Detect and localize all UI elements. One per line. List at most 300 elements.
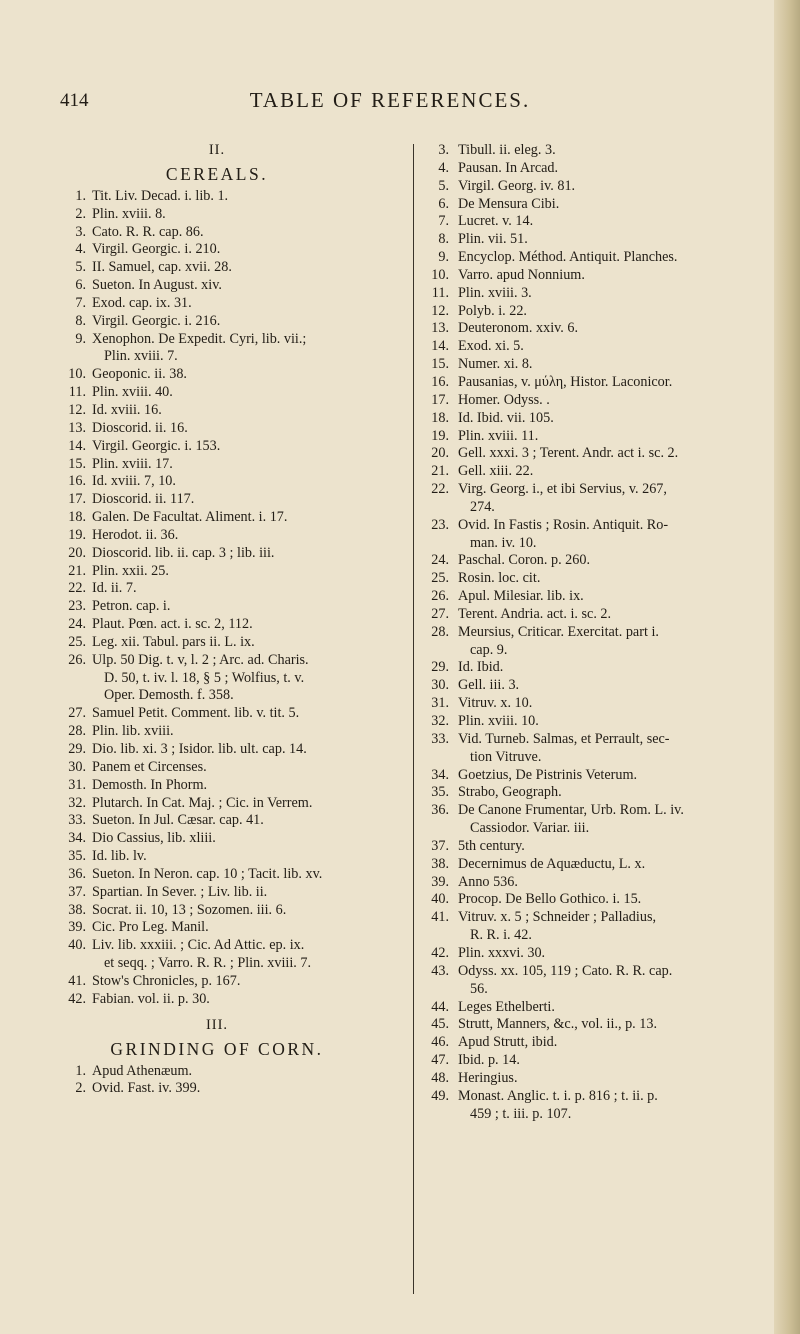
reference-number: 40. <box>431 891 449 908</box>
reference-entry <box>67 777 407 795</box>
reference-number: 39. <box>68 919 86 936</box>
reference-text: Plin. vii. 51. <box>458 231 528 248</box>
reference-text: Paschal. Coron. p. 260. <box>458 552 591 569</box>
reference-entry <box>428 320 758 338</box>
reference-entry <box>67 919 407 937</box>
reference-text: Leg. xii. Tabul. pars ii. L. ix. <box>92 633 255 650</box>
reference-entry <box>67 973 407 991</box>
reference-text: Procop. De Bello Gothico. i. 15. <box>458 891 642 908</box>
reference-text: Monast. Anglic. t. i. p. 816 ; t. ii. p. <box>458 1087 658 1104</box>
reference-entry <box>428 874 758 892</box>
page-edge-shadow <box>774 0 800 1334</box>
reference-text: Panem et Circenses. <box>92 758 207 775</box>
reference-text: Plin. xviii. 17. <box>92 455 173 472</box>
reference-entry <box>428 374 758 392</box>
reference-entry <box>428 945 758 963</box>
reference-number: 40. <box>68 937 86 954</box>
reference-number: 9. <box>75 330 86 347</box>
reference-text: Apud Athenæum. <box>92 1062 193 1079</box>
reference-text: Vitruv. x. 10. <box>458 695 533 712</box>
reference-text: Herodot. ii. 36. <box>92 526 179 543</box>
reference-text: Meursius, Criticar. Exercitat. part i. <box>458 623 659 640</box>
reference-text: Anno 536. <box>458 873 518 890</box>
reference-text: Ulp. 50 Dig. t. v, l. 2 ; Arc. ad. Charis. <box>92 651 309 668</box>
reference-entry <box>428 356 758 374</box>
reference-entry <box>428 963 758 999</box>
reference-number: 32. <box>431 713 449 729</box>
reference-continuation: man. iv. 10. <box>470 534 537 551</box>
reference-text: Plin. xviii. 40. <box>92 384 173 401</box>
reference-text: Numer. xi. 8. <box>458 356 533 373</box>
reference-number: 24. <box>431 552 449 569</box>
reference-text: Id. lib. lv. <box>92 848 147 865</box>
reference-entry <box>67 884 407 902</box>
reference-number: 10. <box>431 266 449 283</box>
reference-continuation: Cassiodor. Variar. iii. <box>470 820 590 837</box>
reference-entry <box>428 552 758 570</box>
reference-number: 36. <box>431 802 449 819</box>
reference-entry <box>428 784 758 802</box>
reference-number: 2. <box>75 1080 86 1097</box>
reference-number: 41. <box>68 972 86 989</box>
reference-entry <box>67 580 407 598</box>
reference-text: Apud Strutt, ibid. <box>458 1034 558 1051</box>
reference-number: 4. <box>438 159 449 176</box>
reference-text: De Canone Frumentar, Urb. Rom. L. iv. <box>458 802 684 819</box>
reference-text: Id. xviii. 7, 10. <box>92 473 176 490</box>
reference-text: Goetzius, De Pistrinis Veterum. <box>458 766 638 783</box>
reference-text: Fabian. vol. ii. p. 30. <box>92 990 210 1007</box>
reference-entry <box>428 338 758 356</box>
reference-number: 28. <box>431 623 449 640</box>
reference-number: 30. <box>431 677 449 694</box>
reference-text: Encyclop. Méthod. Antiquit. Planches. <box>458 249 678 266</box>
reference-text: Virgil. Georgic. i. 210. <box>92 241 221 258</box>
reference-continuation: cap. 9. <box>470 641 508 658</box>
reference-number: 34. <box>431 766 449 783</box>
reference-entry <box>67 527 407 545</box>
reference-text: Ibid. p. 14. <box>458 1052 520 1069</box>
reference-number: 14. <box>431 338 449 355</box>
reference-entry <box>428 1070 758 1088</box>
reference-number: 41. <box>431 909 449 926</box>
running-title: TABLE OF REFERENCES. <box>249 88 531 112</box>
reference-text: Plin. xviii. 11. <box>458 427 539 444</box>
reference-number: 31. <box>68 776 86 793</box>
reference-text: Leges Ethelberti. <box>458 998 555 1015</box>
reference-number: 29. <box>431 659 449 676</box>
reference-entry <box>67 902 407 920</box>
reference-number: 15. <box>68 455 86 472</box>
reference-entry <box>67 848 407 866</box>
reference-entry <box>67 420 407 438</box>
reference-number: 19. <box>68 526 86 543</box>
reference-text: Sueton. In August. xiv. <box>92 277 222 294</box>
reference-entry <box>67 598 407 616</box>
reference-text: Ovid. Fast. iv. 399. <box>92 1080 201 1097</box>
reference-entry <box>428 160 758 178</box>
reference-number: 27. <box>431 605 449 622</box>
reference-text: Virgil. Georgic. i. 216. <box>92 312 221 329</box>
reference-text: Decernimus de Aquæductu, L. x. <box>458 855 646 872</box>
reference-continuation: Oper. Demosth. f. 358. <box>104 687 234 704</box>
reference-text: Polyb. i. 22. <box>458 302 527 319</box>
reference-entry <box>67 188 407 206</box>
reference-text: Plutarch. In Cat. Maj. ; Cic. in Verrem. <box>92 794 313 811</box>
reference-number: 43. <box>431 962 449 979</box>
reference-entry <box>67 277 407 295</box>
reference-list <box>428 142 758 1123</box>
reference-text: Spartian. In Sever. ; Liv. lib. ii. <box>92 883 268 900</box>
reference-entry <box>428 856 758 874</box>
reference-entry <box>67 313 407 331</box>
reference-number: 17. <box>431 391 449 408</box>
reference-text: Apul. Milesiar. lib. ix. <box>458 588 584 605</box>
reference-entry <box>67 473 407 491</box>
reference-number: 1. <box>75 187 86 204</box>
reference-entry <box>428 142 758 160</box>
reference-number: 20. <box>431 445 449 462</box>
section-title: CEREALS. <box>165 163 269 184</box>
reference-number: 19. <box>431 427 449 444</box>
reference-entry <box>428 588 758 606</box>
reference-number: 47. <box>431 1052 449 1069</box>
reference-entry <box>428 1034 758 1052</box>
reference-entry <box>428 1088 758 1124</box>
reference-text: Vid. Turneb. Salmas, et Perrault, sec- <box>458 730 670 747</box>
reference-number: 8. <box>438 231 449 248</box>
reference-text: Ovid. In Fastis ; Rosin. Antiquit. Ro- <box>458 516 669 533</box>
reference-continuation: tion Vitruve. <box>470 748 542 765</box>
reference-number: 25. <box>68 633 86 650</box>
reference-text: Xenophon. De Expedit. Cyri, lib. vii.; <box>92 330 307 347</box>
reference-entry <box>428 659 758 677</box>
reference-number: 12. <box>68 401 86 418</box>
reference-text: Strutt, Manners, &c., vol. ii., p. 13. <box>458 1016 658 1033</box>
reference-number: 22. <box>68 580 86 597</box>
reference-number: 1. <box>75 1062 86 1079</box>
reference-number: 23. <box>68 598 86 615</box>
reference-text: Dioscorid. ii. 117. <box>92 491 195 508</box>
reference-entry <box>428 1016 758 1034</box>
reference-number: 21. <box>431 463 449 480</box>
reference-entry <box>428 677 758 695</box>
reference-text: Exod. xi. 5. <box>458 338 524 355</box>
reference-entry <box>428 481 758 517</box>
reference-number: 22. <box>431 481 449 498</box>
reference-number: 36. <box>68 865 86 882</box>
reference-number: 17. <box>68 491 86 508</box>
reference-entry <box>67 1063 407 1081</box>
reference-number: 12. <box>431 302 449 319</box>
reference-entry <box>428 178 758 196</box>
reference-text: Strabo, Geograph. <box>458 784 562 801</box>
reference-number: 2. <box>75 205 86 222</box>
reference-number: 7. <box>438 213 449 230</box>
reference-text: Id. ii. 7. <box>92 580 137 597</box>
reference-number: 38. <box>68 901 86 918</box>
reference-entry <box>428 445 758 463</box>
reference-entry <box>428 303 758 321</box>
reference-text: Id. Ibid. <box>458 659 504 676</box>
reference-entry <box>67 295 407 313</box>
reference-number: 5. <box>438 177 449 194</box>
reference-text: Plin. xviii. 3. <box>458 284 532 301</box>
reference-entry <box>67 331 407 367</box>
reference-continuation: Plin. xviii. 7. <box>104 348 178 365</box>
reference-text: Odyss. xx. 105, 119 ; Cato. R. R. cap. <box>458 962 673 979</box>
reference-entry <box>67 224 407 242</box>
reference-text: Demosth. In Phorm. <box>92 776 208 793</box>
reference-entry <box>67 402 407 420</box>
reference-entry <box>67 705 407 723</box>
reference-number: 15. <box>431 356 449 373</box>
reference-entry <box>67 616 407 634</box>
reference-number: 14. <box>68 437 86 454</box>
reference-text: Tit. Liv. Decad. i. lib. 1. <box>92 187 229 204</box>
reference-entry <box>67 456 407 474</box>
reference-text: Lucret. v. 14. <box>458 213 534 230</box>
reference-entry <box>67 652 407 706</box>
reference-text: Heringius. <box>458 1069 518 1086</box>
reference-entry <box>428 802 758 838</box>
reference-text: Petron. cap. i. <box>92 598 171 615</box>
reference-text: Socrat. ii. 10, 13 ; Sozomen. iii. 6. <box>92 901 287 918</box>
reference-entry <box>67 812 407 830</box>
reference-entry <box>67 491 407 509</box>
reference-continuation: 56. <box>470 980 488 997</box>
reference-text: Plaut. Pœn. act. i. sc. 2, 112. <box>92 616 253 633</box>
reference-entry <box>67 1080 407 1098</box>
reference-number: 42. <box>431 944 449 961</box>
reference-entry <box>67 634 407 652</box>
reference-number: 37. <box>431 837 449 854</box>
reference-entry <box>67 384 407 402</box>
reference-entry <box>428 606 758 624</box>
reference-number: 11. <box>431 284 449 301</box>
reference-continuation: 274. <box>470 498 495 515</box>
reference-text: Varro. apud Nonnium. <box>458 266 585 283</box>
reference-number: 24. <box>68 616 86 633</box>
reference-number: 18. <box>68 509 86 526</box>
reference-list <box>67 1063 407 1099</box>
right-column <box>428 142 758 1123</box>
reference-text: 5th century. <box>458 837 525 854</box>
reference-text: Tibull. ii. eleg. 3. <box>458 142 556 158</box>
page-header <box>60 88 720 118</box>
reference-text: Plin. lib. xviii. <box>92 723 174 740</box>
reference-number: 4. <box>75 241 86 258</box>
reference-entry <box>428 909 758 945</box>
reference-entry <box>67 563 407 581</box>
reference-number: 49. <box>431 1087 449 1104</box>
reference-number: 39. <box>431 873 449 890</box>
reference-entry <box>428 196 758 214</box>
reference-text: Id. xviii. 16. <box>92 401 162 418</box>
reference-text: Dio Cassius, lib. xliii. <box>92 830 216 847</box>
reference-entry <box>67 723 407 741</box>
reference-continuation: D. 50, t. iv. l. 18, § 5 ; Wolfius, t. v. <box>104 669 305 686</box>
reference-number: 13. <box>68 419 86 436</box>
reference-entry <box>67 206 407 224</box>
reference-text: Cato. R. R. cap. 86. <box>92 223 204 240</box>
reference-entry <box>67 866 407 884</box>
page-number: 414 <box>60 90 89 111</box>
reference-number: 35. <box>431 784 449 801</box>
reference-entry <box>67 241 407 259</box>
reference-entry <box>67 259 407 277</box>
reference-text: Homer. Odyss. . <box>458 391 550 408</box>
reference-text: Deuteronom. xxiv. 6. <box>458 320 579 337</box>
reference-text: Vitruv. x. 5 ; Schneider ; Palladius, <box>458 909 657 926</box>
reference-entry <box>428 1052 758 1070</box>
reference-entry <box>67 830 407 848</box>
reference-number: 8. <box>75 312 86 329</box>
reference-entry <box>67 366 407 384</box>
reference-entry <box>428 392 758 410</box>
reference-number: 3. <box>75 223 86 240</box>
reference-text: Pausanias, v. μύλη, Histor. Laconicor. <box>458 373 673 390</box>
reference-text: De Mensura Cibi. <box>458 195 560 212</box>
reference-number: 35. <box>68 848 86 865</box>
reference-number: 11. <box>68 384 86 401</box>
reference-entry <box>428 624 758 660</box>
reference-text: II. Samuel, cap. xvii. 28. <box>92 259 232 276</box>
reference-text: Virg. Georg. i., et ibi Servius, v. 267, <box>458 481 667 498</box>
reference-number: 32. <box>68 794 86 811</box>
reference-text: Plin. xxii. 25. <box>92 562 169 579</box>
reference-number: 5. <box>75 259 86 276</box>
reference-entry <box>67 759 407 777</box>
reference-text: Id. Ibid. vii. 105. <box>458 409 554 426</box>
reference-number: 16. <box>431 373 449 390</box>
reference-entry <box>428 767 758 785</box>
reference-entry <box>67 545 407 563</box>
reference-entry <box>67 509 407 527</box>
reference-text: Gell. iii. 3. <box>458 677 520 694</box>
reference-text: Gell. xxxi. 3 ; Terent. Andr. act i. sc. 2. <box>458 445 679 462</box>
reference-number: 25. <box>431 570 449 587</box>
reference-text: Dioscorid. lib. ii. cap. 3 ; lib. iii. <box>92 544 275 561</box>
reference-entry <box>428 231 758 249</box>
reference-number: 34. <box>68 830 86 847</box>
reference-text: Exod. cap. ix. 31. <box>92 294 192 311</box>
reference-entry <box>428 249 758 267</box>
reference-text: Sueton. In Jul. Cæsar. cap. 41. <box>92 812 264 829</box>
reference-text: Virgil. Georgic. i. 153. <box>92 437 221 454</box>
reference-number: 28. <box>68 723 86 740</box>
reference-number: 48. <box>431 1069 449 1086</box>
left-column <box>67 142 407 1098</box>
reference-number: 18. <box>431 409 449 426</box>
reference-text: Liv. lib. xxxiii. ; Cic. Ad Attic. ep. ix. <box>92 937 305 954</box>
reference-entry <box>428 570 758 588</box>
reference-entry <box>428 267 758 285</box>
reference-number: 10. <box>68 366 86 383</box>
reference-text: Terent. Andria. act. i. sc. 2. <box>458 605 612 622</box>
column-divider <box>413 144 414 1294</box>
reference-number: 7. <box>75 294 86 311</box>
reference-entry <box>428 463 758 481</box>
reference-number: 27. <box>68 705 86 722</box>
reference-entry <box>67 795 407 813</box>
reference-text: Samuel Petit. Comment. lib. v. tit. 5. <box>92 705 300 722</box>
reference-number: 20. <box>68 544 86 561</box>
reference-number: 45. <box>431 1016 449 1033</box>
reference-number: 23. <box>431 516 449 533</box>
reference-number: 31. <box>431 695 449 712</box>
reference-text: Plin. xviii. 10. <box>458 713 539 729</box>
reference-entry <box>428 838 758 856</box>
reference-continuation: et seqq. ; Varro. R. R. ; Plin. xviii. 7. <box>104 955 312 972</box>
reference-text: Cic. Pro Leg. Manil. <box>92 919 209 936</box>
reference-number: 6. <box>75 277 86 294</box>
section-numeral: III. <box>205 1016 229 1033</box>
reference-number: 29. <box>68 741 86 757</box>
reference-number: 44. <box>431 998 449 1015</box>
reference-entry <box>428 695 758 713</box>
reference-text: Plin. xviii. 8. <box>92 205 166 222</box>
reference-entry <box>428 517 758 553</box>
reference-number: 6. <box>438 195 449 212</box>
reference-text: Rosin. loc. cit. <box>458 570 541 587</box>
reference-entry <box>428 285 758 303</box>
reference-entry <box>67 991 407 1009</box>
reference-text: Dioscorid. ii. 16. <box>92 419 188 436</box>
section-gap <box>67 1009 407 1017</box>
reference-list <box>67 188 407 1009</box>
reference-entry <box>67 741 407 759</box>
reference-entry <box>428 999 758 1017</box>
reference-continuation: R. R. i. 42. <box>470 927 532 944</box>
reference-number: 26. <box>68 651 86 668</box>
reference-text: Gell. xiii. 22. <box>458 463 534 480</box>
reference-number: 21. <box>68 562 86 579</box>
reference-continuation: 459 ; t. iii. p. 107. <box>470 1105 572 1122</box>
reference-number: 9. <box>438 249 449 266</box>
reference-number: 33. <box>68 812 86 829</box>
reference-number: 13. <box>431 320 449 337</box>
reference-number: 37. <box>68 883 86 900</box>
reference-number: 3. <box>438 142 449 158</box>
reference-entry <box>428 428 758 446</box>
section-numeral: II. <box>208 142 226 158</box>
reference-text: Virgil. Georg. iv. 81. <box>458 177 576 194</box>
reference-number: 16. <box>68 473 86 490</box>
reference-number: 46. <box>431 1034 449 1051</box>
section-title: GRINDING OF CORN. <box>110 1038 324 1059</box>
reference-number: 38. <box>431 855 449 872</box>
reference-text: Geoponic. ii. 38. <box>92 366 187 383</box>
reference-number: 33. <box>431 730 449 747</box>
reference-text: Stow's Chronicles, p. 167. <box>92 972 241 989</box>
reference-text: Sueton. In Neron. cap. 10 ; Tacit. lib. xv. <box>92 865 323 882</box>
reference-number: 26. <box>431 588 449 605</box>
reference-text: Galen. De Facultat. Aliment. i. 17. <box>92 509 288 526</box>
reference-entry <box>428 410 758 428</box>
reference-text: Dio. lib. xi. 3 ; Isidor. lib. ult. cap. 14. <box>92 741 307 757</box>
reference-text: Pausan. In Arcad. <box>458 159 559 176</box>
reference-entry <box>428 731 758 767</box>
reference-entry <box>428 891 758 909</box>
reference-number: 30. <box>68 758 86 775</box>
reference-entry <box>428 213 758 231</box>
reference-entry <box>428 713 758 731</box>
reference-entry <box>67 438 407 456</box>
reference-number: 42. <box>68 990 86 1007</box>
reference-entry <box>67 937 407 973</box>
reference-text: Plin. xxxvi. 30. <box>458 944 546 961</box>
